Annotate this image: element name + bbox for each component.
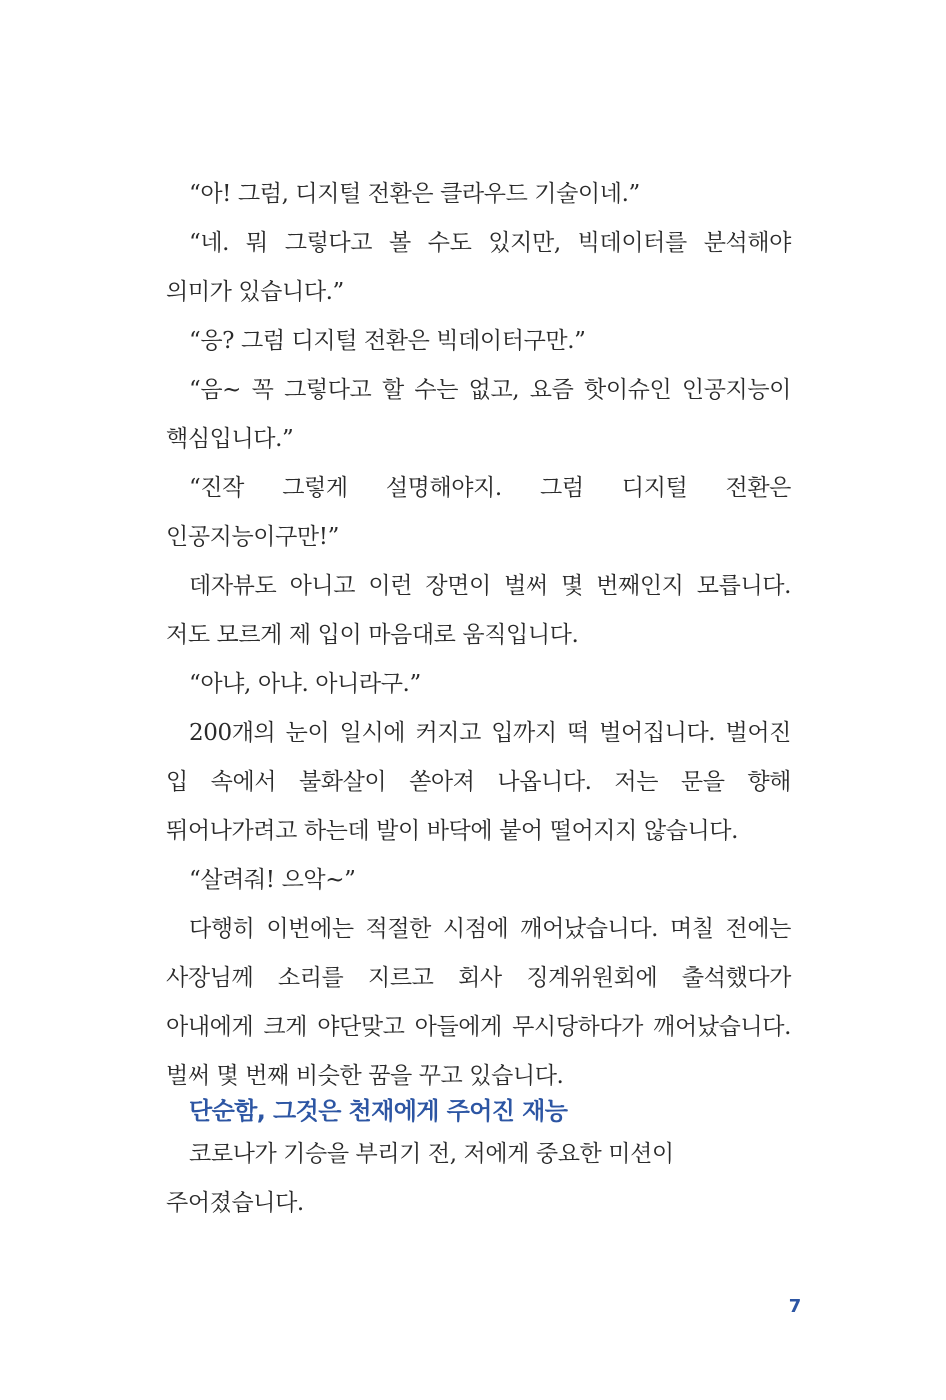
paragraph: “네. 뭐 그렇다고 볼 수도 있지만, 빅데이터를 분석해야 의미가 있습니다.” bbox=[166, 230, 791, 305]
page-number: 7 bbox=[788, 1296, 802, 1317]
section-first-paragraph: 코로나가 기승을 부리기 전, 저에게 중요한 미션이 주어졌습니다. bbox=[166, 1141, 674, 1216]
section bbox=[166, 1092, 791, 1228]
paragraph: “음~ 꼭 그렇다고 할 수는 없고, 요즘 핫이슈인 인공지능이 핵심입니다.” bbox=[166, 377, 791, 452]
section-heading: 단순함, 그것은 천재에게 주어진 재능 bbox=[189, 1097, 568, 1125]
paragraph: “아냐, 아냐. 아니라구.” bbox=[189, 671, 421, 697]
paragraph: 데자뷰도 아니고 이런 장면이 벌써 몇 번째인지 모릅니다. 저도 모르게 제 입이 마음대로 움직입니다. bbox=[166, 573, 791, 648]
paragraph: “진작 그렇게 설명해야지. 그럼 디지털 전환은 인공지능이구만!” bbox=[166, 475, 791, 550]
paragraph: “응? 그럼 디지털 전환은 빅데이터구만.” bbox=[189, 328, 586, 354]
paragraph: “살려줘! 으악~” bbox=[189, 867, 356, 893]
paragraph: “아! 그럼, 디지털 전환은 클라우드 기술이네.” bbox=[189, 181, 640, 207]
body-text bbox=[166, 170, 791, 1101]
paragraph: 다행히 이번에는 적절한 시점에 깨어났습니다. 며칠 전에는 사장님께 소리를 지르고 회사 징계위원회에 출석했다가 아내에게 크게 야단맞고 아들에게 무시당하다가 깨어났습니다. 벌써 몇 번째 비슷한 꿈을 꾸고 있습니다. bbox=[166, 916, 791, 1089]
paragraph: 200개의 눈이 일시에 커지고 입까지 떡 벌어집니다. 벌어진 입 속에서 불화살이 쏟아져 나옵니다. 저는 문을 향해 뛰어나가려고 하는데 발이 바닥에 붙어 떨어지지 않습니다. bbox=[166, 720, 791, 844]
